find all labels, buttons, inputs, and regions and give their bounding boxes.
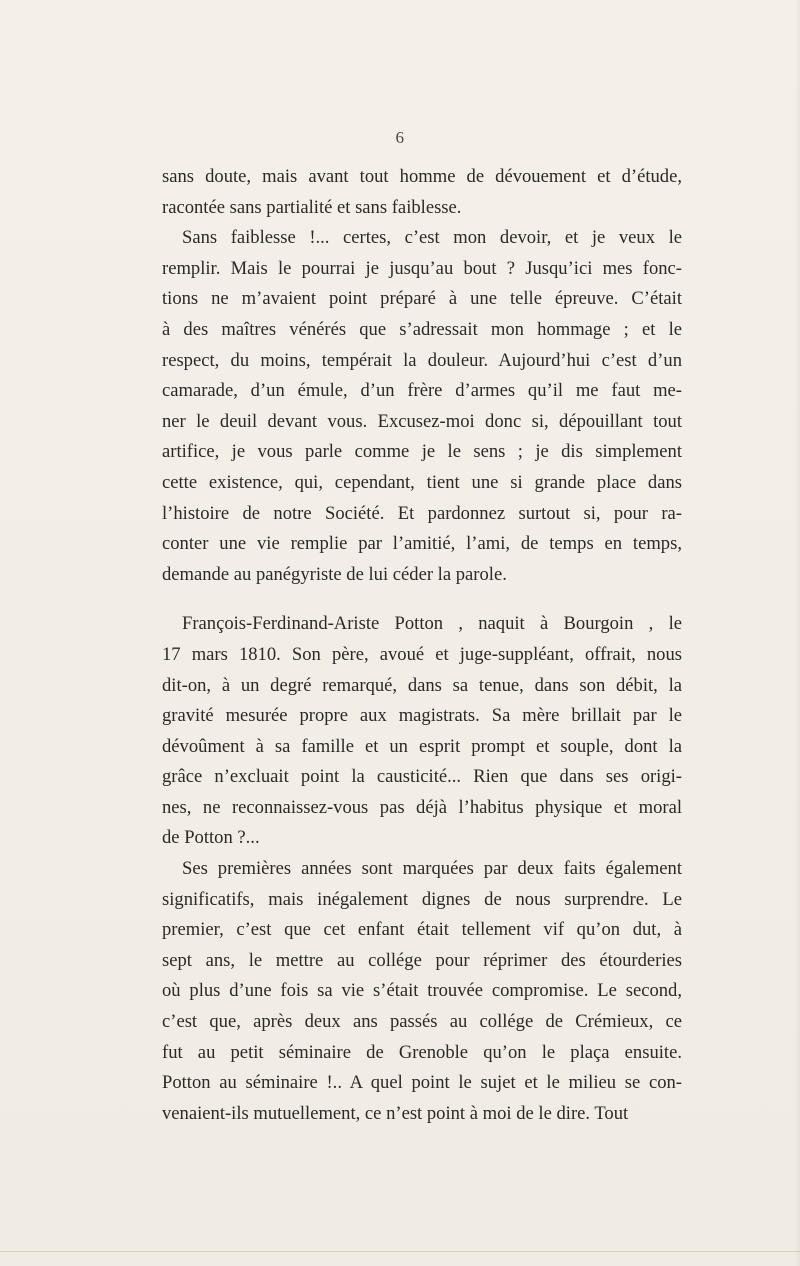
text-line: dévoûment à sa famille et un esprit prompt et souple, dont la: [162, 735, 682, 757]
text-line: François-Ferdinand-Ariste Potton , naquit à Bourgoin , le: [182, 613, 682, 635]
paragraph: [162, 609, 682, 854]
text-line: camarade, d’un émule, d’un frère d’armes qu’il me faut me-: [162, 380, 682, 402]
text-line: Ses premières années sont marquées par deux faits également: [182, 858, 682, 880]
text-line: venaient-ils mutuellement, ce n’est point à moi de le dire. Tout: [162, 1102, 629, 1124]
text-line: nes, ne reconnaissez-vous pas déjà l’habitus physique et moral: [162, 796, 682, 818]
text-line: c’est que, après deux ans passés au collége de Crémieux, ce: [162, 1011, 682, 1033]
text-line: significatifs, mais inégalement dignes de nous surprendre. Le: [162, 888, 682, 910]
text-line: conter une vie remplie par l’amitié, l’ami, de temps en temps,: [162, 533, 682, 555]
text-line: où plus d’une fois sa vie s’était trouvée compromise. Le second,: [162, 980, 682, 1002]
text-line: cette existence, qui, cependant, tient une si grande place dans: [162, 471, 682, 493]
paragraph: [162, 854, 682, 1129]
text-line: 17 mars 1810. Son père, avoué et juge-suppléant, offrait, nous: [162, 643, 682, 665]
page-number: 6: [395, 128, 405, 147]
text-line: Sans faiblesse !... certes, c’est mon devoir, et je veux le: [182, 227, 682, 249]
text-line: sept ans, le mettre au collége pour réprimer des étourderies: [162, 949, 682, 971]
text-line: ner le deuil devant vous. Excusez-moi donc si, dépouillant tout: [162, 410, 682, 432]
text-line: à des maîtres vénérés que s’adressait mon hommage ; et le: [162, 318, 682, 340]
page-bottom-edge: [0, 1251, 800, 1252]
text-line: respect, du moins, tempérait la douleur. Aujourd’hui c’est d’un: [162, 349, 682, 371]
text-line: premier, c’est que cet enfant était tellement vif qu’on dut, à: [162, 919, 682, 941]
body-text: [162, 162, 682, 1129]
text-line: Potton au séminaire !.. A quel point le sujet et le milieu se con-: [162, 1072, 682, 1094]
page-right-edge: [794, 0, 800, 1266]
text-line: sans doute, mais avant tout homme de dévouement et d’étude,: [162, 166, 682, 187]
text-line: gravité mesurée propre aux magistrats. Sa mère brillait par le: [162, 705, 682, 727]
paragraph: [162, 162, 682, 223]
text-line: fut au petit séminaire de Grenoble qu’on le plaça ensuite.: [162, 1041, 682, 1063]
text-line: tions ne m’avaient point préparé à une telle épreuve. C’était: [162, 288, 682, 310]
paragraph-gap: [162, 590, 682, 609]
text-line: racontée sans partialité et sans faiblesse.: [162, 196, 462, 218]
text-line: remplir. Mais le pourrai je jusqu’au bout ? Jusqu’ici mes fonc-: [162, 257, 682, 279]
text-line: artifice, je vous parle comme je le sens ; je dis simplement: [162, 441, 682, 463]
paragraph: [162, 223, 682, 590]
text-line: demande au panégyriste de lui céder la parole.: [162, 563, 507, 585]
text-line: dit-on, à un degré remarqué, dans sa tenue, dans son débit, la: [162, 674, 682, 696]
text-line: grâce n’excluait point la causticité... Rien que dans ses origi-: [162, 766, 682, 788]
text-line: l’histoire de notre Société. Et pardonnez surtout si, pour ra-: [162, 502, 682, 524]
text-line: de Potton ?...: [162, 827, 260, 849]
